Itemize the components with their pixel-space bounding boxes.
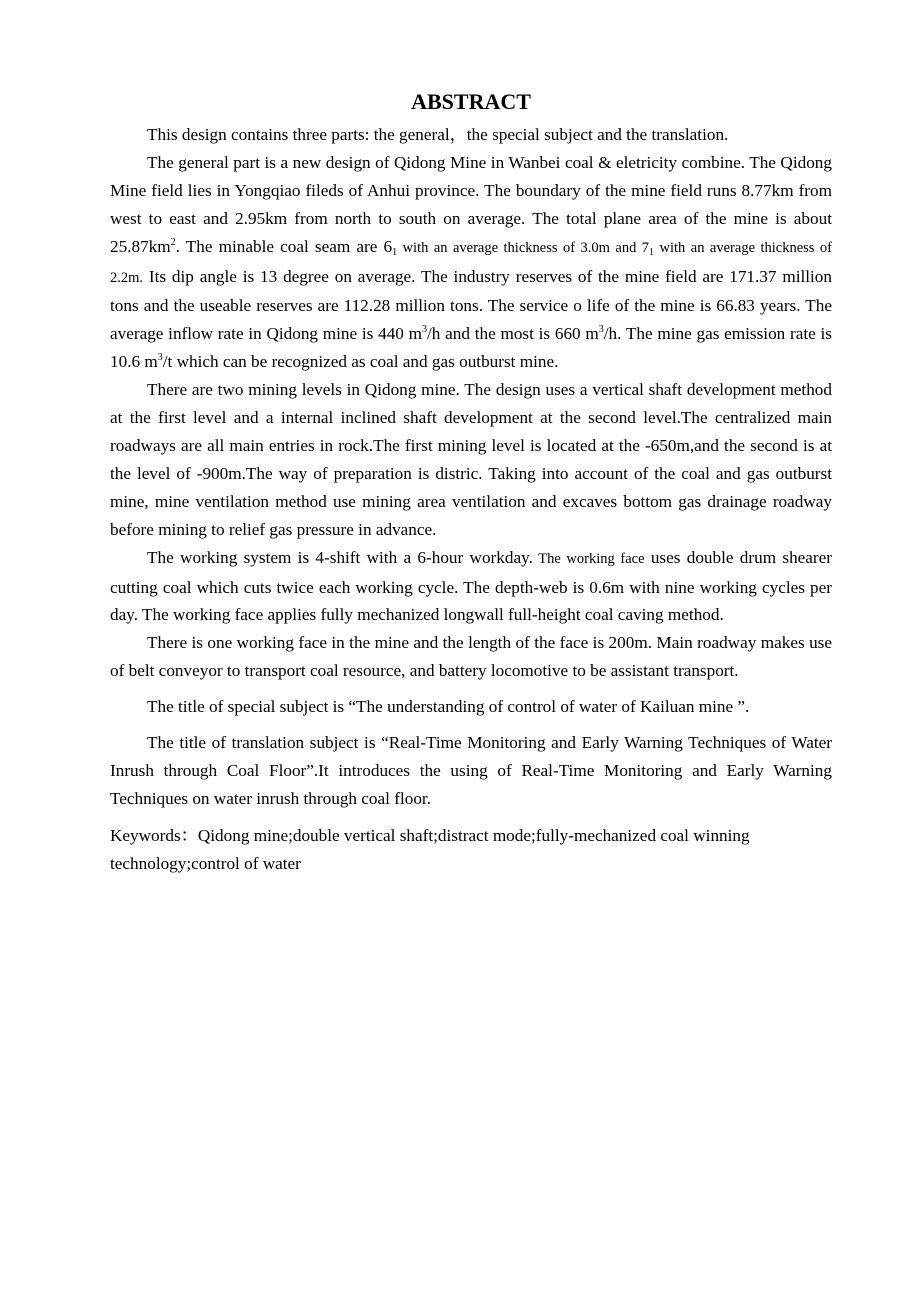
inflow-unit-superscript: 3 [422,324,428,336]
paragraph-intro: This design contains three parts: the general，the special subject and the translation. [147,125,729,144]
max-inflow-unit-superscript: 3 [598,324,604,336]
seam-7-subscript: 1 [649,246,655,258]
general-text-c: with an average thickness of 3.0m and 7 [397,239,650,256]
seam-6-subscript: 1 [392,246,398,258]
working-text-c: uses double drum shearer cutting coal which cuts twice each working cycle. The depth-web is 0.6m with nine working cycles per day. The working face applies fully mechanized longwall full-height coal caving method. [110,547,833,625]
working-text-b: The working face [532,550,645,567]
working-text-a: The working system is 4-shift with a 6-hour workday. [147,547,533,567]
general-text-a: The general part is a new design of Qidong Mine in Wanbei coal & eletricity combine. The Qidong Mine field lies in Yongqiao fileds of Anhui province. The boundary of the mine field runs 8.77km from west to east and 2.95km from north to south on average. The total plane area of the mine is about 25.87km [110,152,832,256]
general-text-b: . The minable coal seam are 6 [175,236,393,256]
paragraph-working-face: There is one working face in the mine and the length of the face is 200m. Main roadway makes use of belt conveyor to transport coal resource, and battery locomotive to be assistant transport. [110,633,832,681]
paragraph-translation-subject: The title of translation subject is “Real-Time Monitoring and Early Warning Techniques of Water Inrush through Coal Floor”.It introduces the using of Real-Time Monitoring and Early Warning Techniques on water inrush through coal floor. [110,733,832,808]
keywords-label: Keywords： [110,825,198,845]
general-text-e: Its dip angle is 13 degree on average. The industry reserves of the mine field are 171.37 million tons and the useable reserves are 112.28 million tons. The service o life of the mine is 66.83 years. The average inflow rate in Qidong mine is 440 m [110,266,832,344]
paragraph-working-system [110,544,832,630]
paragraph-special-subject: The title of special subject is “The understanding of control of water of Kailuan mine ”. [147,697,750,717]
general-text-h: /t which can be recognized as coal and gas outburst mine. [162,352,559,372]
document-page [110,86,832,878]
abstract-title: ABSTRACT [411,89,531,114]
gas-unit-superscript: 3 [157,352,163,364]
general-text-d: with an average thickness of 2.2m. [110,239,832,286]
area-unit-superscript: 2 [170,236,176,248]
general-text-g: /h. The mine gas emission rate is 10.6 m [110,324,833,372]
paragraph-general-part [110,149,832,376]
general-text-f: /h and the most is 660 m [427,324,599,344]
paragraph-mining-levels: There are two mining levels in Qidong mine. The design uses a vertical shaft development method at the first level and a internal inclined shaft development at the second level.The centralized main roadways are all main entries in rock.The first mining level is located at the -650m,and the second is at the level of -900m.The way of preparation is distric. Taking into account of the coal and gas outburst mine, mine ventilation method use mining area ventilation and excaves bottom gas drainage roadway before mining to relief gas pressure in advance. [110,380,832,539]
keywords-line [110,822,832,878]
keywords-text: Qidong mine;double vertical shaft;distract mode;fully-mechanized coal winning technology;control of water [110,825,750,873]
